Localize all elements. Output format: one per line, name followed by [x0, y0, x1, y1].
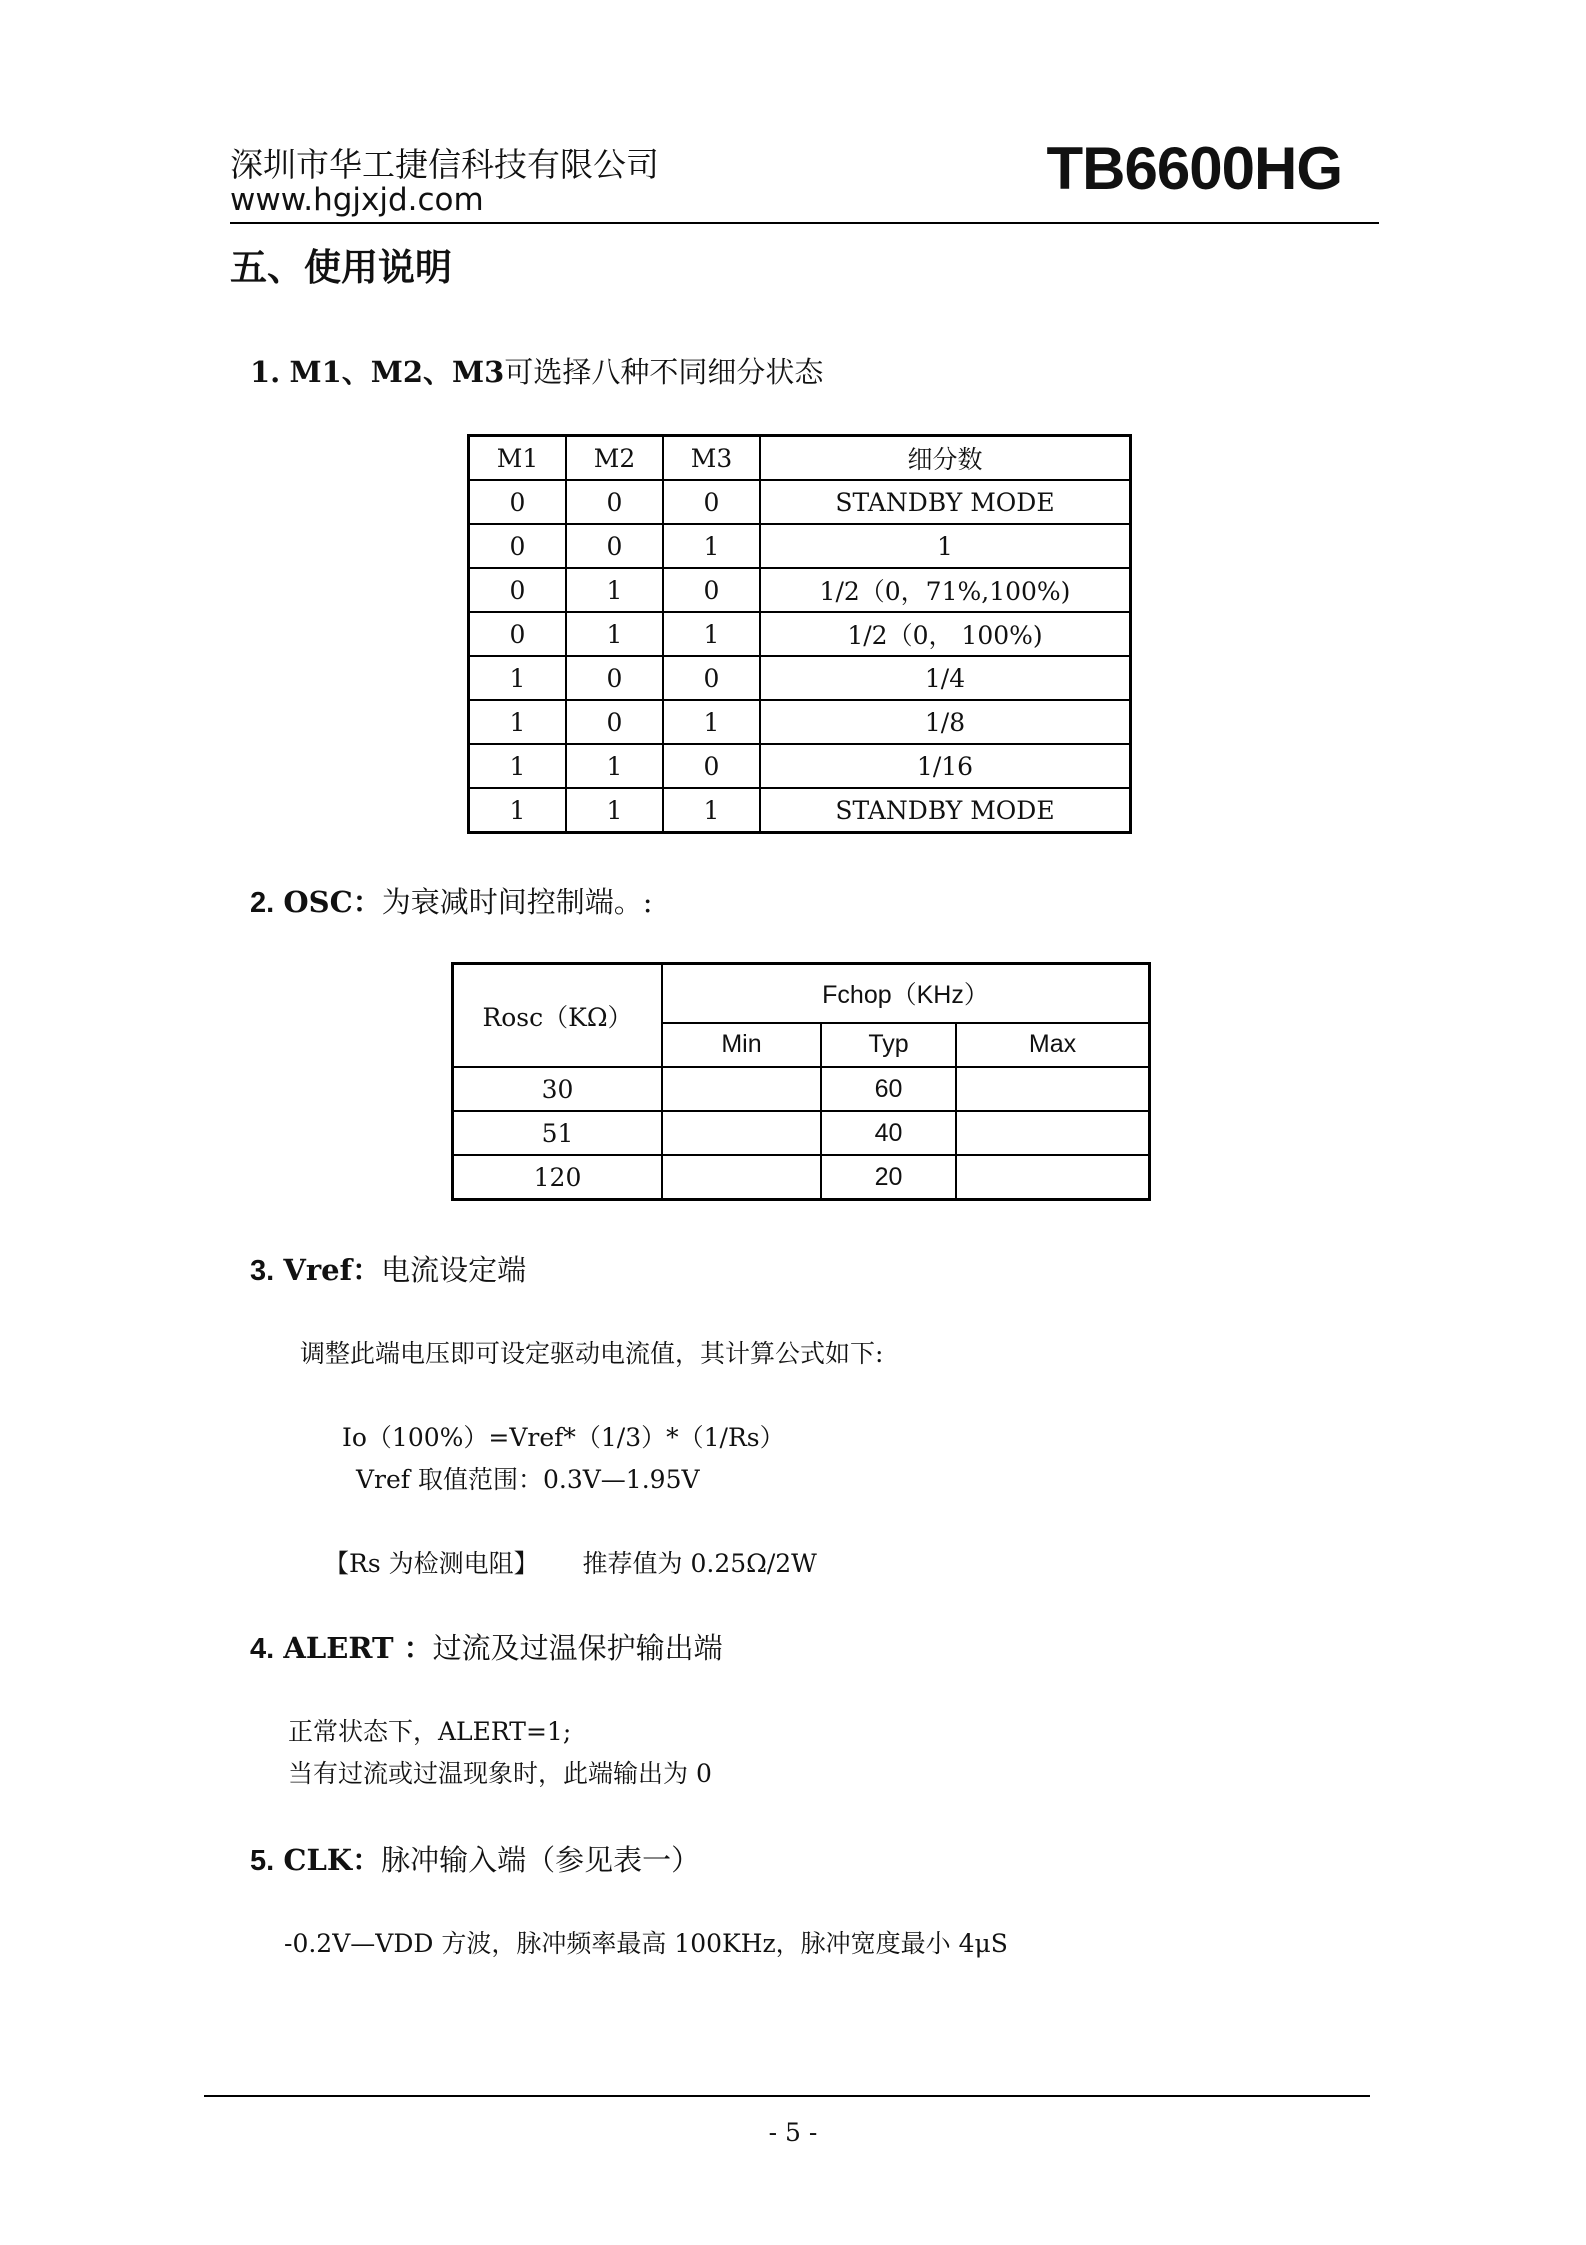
table-cell: 1: [469, 656, 567, 700]
table-cell: [662, 1067, 821, 1111]
table-header-row: [469, 436, 1131, 481]
table-cell: 1/16: [760, 744, 1131, 788]
company-name: 深圳市华工捷信科技有限公司: [230, 145, 659, 184]
table-cell: 1: [566, 568, 663, 612]
rosc-header: Rosc（KΩ）: [453, 964, 663, 1068]
osc-table: [451, 962, 1151, 1201]
item-1-number: 1.: [250, 355, 281, 389]
rs-recommend: 推荐值为 0.25Ω/2W: [582, 1549, 817, 1578]
item-5-number: 5.: [250, 1845, 275, 1877]
table-cell: 1: [566, 744, 663, 788]
item-2-number: 2.: [250, 887, 275, 919]
table-header-cell: M3: [663, 436, 760, 481]
company-website: www.hgjxjd.com: [230, 182, 484, 218]
item-3-description: 调整此端电压即可设定驱动电流值，其计算公式如下:: [300, 1339, 884, 1368]
table-cell: 1: [663, 612, 760, 656]
table-cell: 0: [469, 568, 567, 612]
table-cell: 1: [663, 788, 760, 833]
table-row: [453, 1067, 1150, 1111]
alert-fault-state: 当有过流或过温现象时，此端输出为 0: [288, 1759, 712, 1788]
table-cell: 0: [566, 480, 663, 524]
table-cell: STANDBY MODE: [760, 788, 1131, 833]
table-cell: 40: [821, 1111, 956, 1155]
table-row: [453, 1155, 1150, 1200]
item-3-text: 电流设定端: [381, 1253, 527, 1287]
item-4-heading: [250, 1628, 723, 1669]
table-cell: 0: [469, 480, 567, 524]
table-cell: 1: [469, 788, 567, 833]
table-cell: [662, 1155, 821, 1200]
table-header-cell: Typ: [821, 1023, 956, 1067]
item-3-code: Vref：: [283, 1253, 382, 1287]
table-cell: 0: [663, 480, 760, 524]
item-5-text: 脉冲输入端（参见表一）: [381, 1843, 701, 1877]
clk-description: -0.2V—VDD 方波，脉冲频率最高 100KHz，脉冲宽度最小 4μS: [284, 1929, 1008, 1958]
table-cell: 0: [663, 744, 760, 788]
table-header-cell: Min: [662, 1023, 821, 1067]
table-cell: 1: [663, 524, 760, 568]
table-cell: [662, 1111, 821, 1155]
table-row: [469, 524, 1131, 568]
item-3-number: 3.: [250, 1255, 275, 1287]
rs-label: 【Rs 为检测电阻】: [324, 1549, 539, 1578]
table-header-cell: M1: [469, 436, 567, 481]
table-row: [469, 612, 1131, 656]
table-cell: 60: [821, 1067, 956, 1111]
table-cell: 1/2（0， 100%): [760, 612, 1131, 656]
item-2-text: 为衰减时间控制端。:: [381, 885, 653, 919]
table-header-cell: 细分数: [760, 436, 1131, 481]
table-cell: 1: [760, 524, 1131, 568]
item-4-number: 4.: [250, 1633, 275, 1665]
table-cell: 0: [469, 612, 567, 656]
table-header-cell: Max: [956, 1023, 1150, 1067]
page-number: - 5 -: [768, 2118, 818, 2147]
model-number: TB6600HG: [1046, 135, 1342, 202]
current-formula: Io（100%）=Vref*（1/3）*（1/Rs）: [342, 1423, 785, 1452]
table-cell: 0: [566, 524, 663, 568]
table-cell: 120: [453, 1155, 663, 1200]
table-cell: 1: [566, 612, 663, 656]
table-cell: 0: [566, 656, 663, 700]
table-cell: STANDBY MODE: [760, 480, 1131, 524]
table-row: [469, 656, 1131, 700]
table-cell: 20: [821, 1155, 956, 1200]
item-4-text: 过流及过温保护输出端: [432, 1631, 723, 1665]
table-cell: 51: [453, 1111, 663, 1155]
header-divider: [230, 222, 1379, 224]
table-row: [469, 788, 1131, 833]
table-header-cell: M2: [566, 436, 663, 481]
table-row: [453, 1111, 1150, 1155]
table-cell: [956, 1155, 1150, 1200]
item-1-text: 可选择八种不同细分状态: [504, 355, 824, 389]
table-cell: 1: [566, 788, 663, 833]
vref-range: Vref 取值范围：0.3V—1.95V: [356, 1465, 700, 1494]
alert-normal-state: 正常状态下，ALERT=1;: [288, 1717, 572, 1746]
table-cell: 0: [469, 524, 567, 568]
table-row: [469, 480, 1131, 524]
table-cell: [956, 1067, 1150, 1111]
item-1-code: M1、M2、M3: [289, 355, 505, 389]
table-cell: 1/8: [760, 700, 1131, 744]
table-cell: 0: [663, 656, 760, 700]
table-row: [469, 568, 1131, 612]
table-cell: 1: [469, 744, 567, 788]
table-cell: 30: [453, 1067, 663, 1111]
table-row: [469, 744, 1131, 788]
microstep-table: [467, 434, 1132, 834]
item-5-heading: [250, 1840, 700, 1881]
table-row: [469, 700, 1131, 744]
table-cell: 0: [663, 568, 760, 612]
item-3-heading: [250, 1250, 526, 1291]
item-5-code: CLK：: [283, 1843, 382, 1877]
item-2-heading: [250, 882, 652, 923]
item-2-code: OSC：: [283, 885, 382, 919]
rs-note: [324, 1546, 817, 1582]
table-cell: 1/2（0，71%,100%): [760, 568, 1131, 612]
table-cell: 1/4: [760, 656, 1131, 700]
fchop-header: Fchop（KHz）: [662, 964, 1150, 1023]
item-4-code: ALERT ：: [283, 1631, 433, 1665]
table-cell: 0: [566, 700, 663, 744]
table-cell: 1: [663, 700, 760, 744]
table-cell: [956, 1111, 1150, 1155]
item-1-heading: [250, 352, 823, 392]
table-header-row: [453, 964, 1150, 1023]
table-cell: 1: [469, 700, 567, 744]
footer-divider: [204, 2095, 1370, 2097]
section-title: 五、使用说明: [230, 246, 452, 289]
